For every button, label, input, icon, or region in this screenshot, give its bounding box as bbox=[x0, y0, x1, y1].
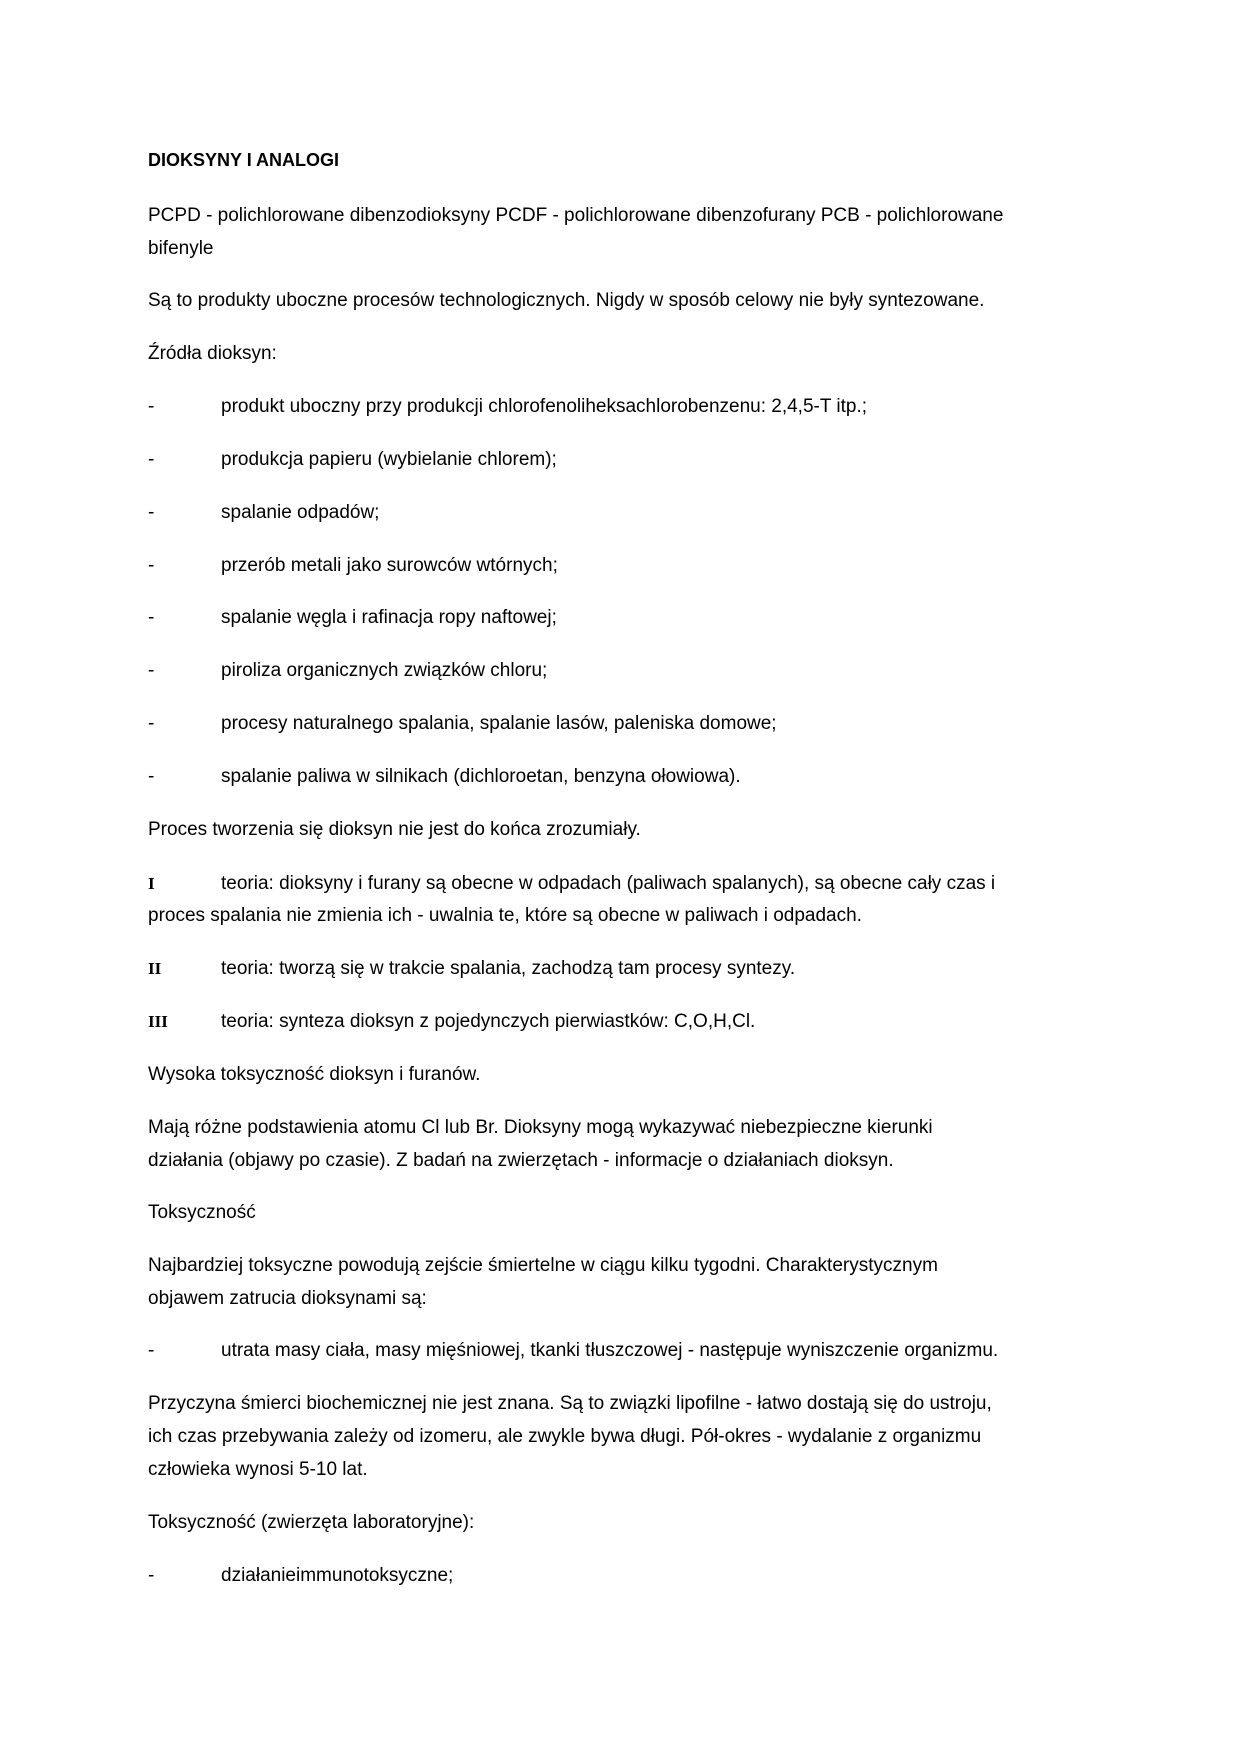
toxicity-line-2: objawem zatrucia dioksynami są: bbox=[148, 1288, 427, 1309]
bullet-marker: - bbox=[148, 396, 155, 417]
bullet-marker: - bbox=[148, 713, 155, 734]
intro-line-2: bifenyle bbox=[148, 238, 214, 259]
lab-item: działanieimmunotoksyczne; bbox=[221, 1565, 454, 1586]
cause-line-3: człowieka wynosi 5-10 lat. bbox=[148, 1459, 368, 1480]
intro-line-1: PCPD - polichlorowane dibenzodioksyny PCDF - polichlorowane dibenzofurany PCB - polichlorowane bbox=[148, 205, 1004, 226]
toxicity-heading: Toksyczność bbox=[148, 1202, 256, 1223]
symptom-item: utrata masy ciała, masy mięśniowej, tkanki tłuszczowej - następuje wyniszczenie organizmu. bbox=[221, 1340, 999, 1361]
substitution-line-1: Mają różne podstawienia atomu Cl lub Br. Dioksyny mogą wykazywać niebezpieczne kierunki bbox=[148, 1117, 933, 1138]
source-item: spalanie węgla i rafinacja ropy naftowej; bbox=[221, 607, 557, 628]
source-item: piroliza organicznych związków chloru; bbox=[221, 660, 548, 681]
source-item: spalanie paliwa w silnikach (dichloroetan, benzyna ołowiowa). bbox=[221, 766, 741, 787]
source-item: produkt uboczny przy produkcji chlorofenoliheksachlorobenzenu: 2,4,5-T itp.; bbox=[221, 396, 868, 417]
cause-line-1: Przyczyna śmierci biochemicznej nie jest znana. Są to związki lipofilne - łatwo dostają się do ustroju, bbox=[148, 1393, 992, 1414]
bullet-marker: - bbox=[148, 607, 155, 628]
source-item: produkcja papieru (wybielanie chlorem); bbox=[221, 449, 557, 470]
theory-text: teoria: synteza dioksyn z pojedynczych pierwiastków: C,O,H,Cl. bbox=[221, 1011, 756, 1032]
theory-text: teoria: dioksyny i furany są obecne w odpadach (paliwach spalanych), są obecne cały czas i bbox=[221, 873, 996, 894]
bullet-marker: - bbox=[148, 1340, 155, 1361]
bullet-marker: - bbox=[148, 555, 155, 576]
bullet-marker: - bbox=[148, 449, 155, 470]
toxicity-line-1: Najbardziej toksyczne powodują zejście śmiertelne w ciągu kilku tygodni. Charakterystycznym bbox=[148, 1255, 938, 1276]
source-item: spalanie odpadów; bbox=[221, 502, 380, 523]
lab-heading: Toksyczność (zwierzęta laboratoryjne): bbox=[148, 1512, 475, 1533]
theory-numeral: III bbox=[148, 1012, 168, 1031]
bullet-marker: - bbox=[148, 660, 155, 681]
bullet-marker: - bbox=[148, 766, 155, 787]
bullet-marker: - bbox=[148, 1565, 155, 1586]
theory-text: teoria: tworzą się w trakcie spalania, zachodzą tam procesy syntezy. bbox=[221, 958, 796, 979]
byproducts-paragraph: Są to produkty uboczne procesów technologicznych. Nigdy w sposób celowy nie były syntezowane. bbox=[148, 290, 985, 311]
sources-heading: Źródła dioksyn: bbox=[148, 343, 277, 364]
bullet-marker: - bbox=[148, 502, 155, 523]
document-title: DIOKSYNY I ANALOGI bbox=[148, 150, 340, 170]
cause-line-2: ich czas przebywania zależy od izomeru, ale zwykle bywa długi. Pół-okres - wydalanie z organizmu bbox=[148, 1426, 982, 1447]
high-toxicity-paragraph: Wysoka toksyczność dioksyn i furanów. bbox=[148, 1064, 481, 1085]
process-paragraph: Proces tworzenia się dioksyn nie jest do końca zrozumiały. bbox=[148, 819, 641, 840]
theory-numeral: II bbox=[148, 959, 162, 978]
source-item: procesy naturalnego spalania, spalanie lasów, paleniska domowe; bbox=[221, 713, 777, 734]
source-item: przerób metali jako surowców wtórnych; bbox=[221, 555, 558, 576]
theory-numeral: I bbox=[148, 874, 155, 893]
substitution-line-2: działania (objawy po czasie). Z badań na zwierzętach - informacje o działaniach dioksyn. bbox=[148, 1150, 894, 1171]
theory-text-continued: proces spalania nie zmienia ich - uwalnia te, które są obecne w paliwach i odpadach. bbox=[148, 905, 862, 926]
